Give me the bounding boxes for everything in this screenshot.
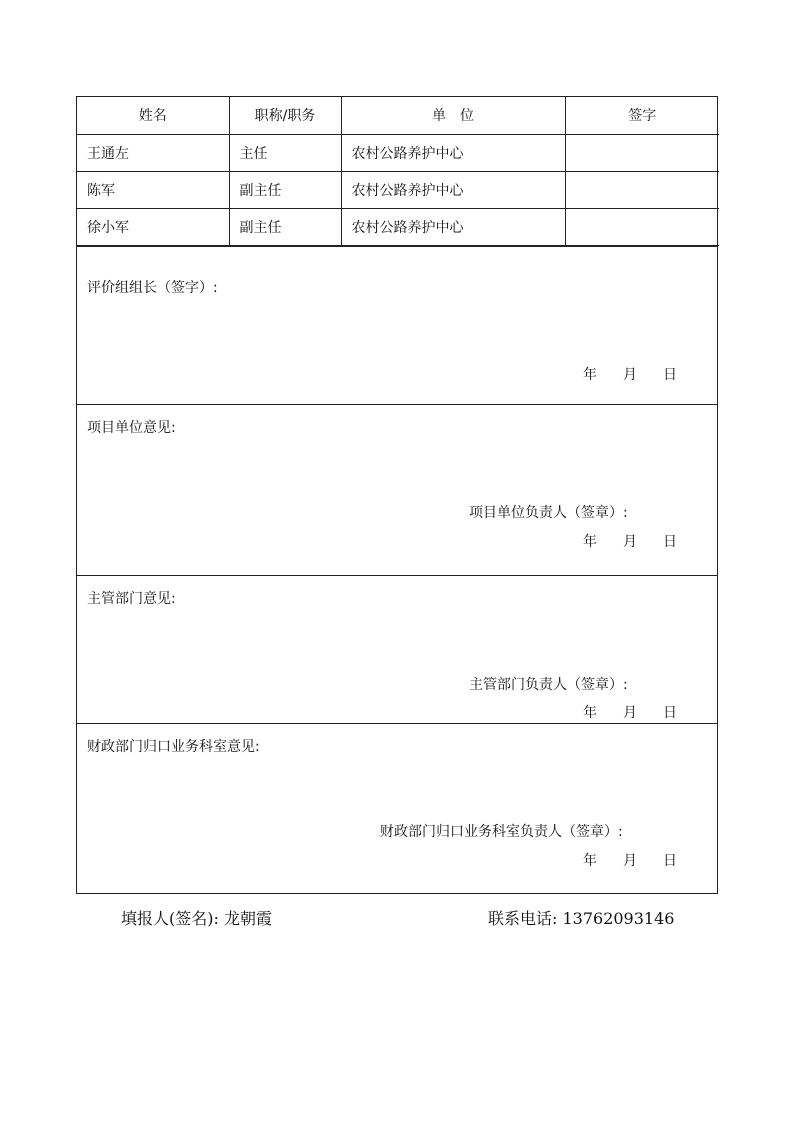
supervising-dept-opinion-section[interactable]	[77, 575, 717, 723]
cell-title: 副主任	[229, 208, 341, 245]
cell-unit: 农村公路养护中心	[341, 171, 565, 208]
date-month: 月	[623, 704, 637, 721]
cell-unit: 农村公路养护中心	[341, 134, 565, 171]
date-year: 年	[583, 533, 597, 550]
evaluators-table	[77, 97, 719, 246]
date-month: 月	[623, 852, 637, 869]
cell-signature[interactable]	[565, 171, 719, 208]
header-unit: 单 位	[341, 97, 565, 134]
contact-phone: 联系电话: 13762093146	[488, 909, 675, 928]
table-row	[77, 171, 719, 208]
finance-dept-opinion-section[interactable]	[77, 723, 717, 893]
leader-signature-section[interactable]	[77, 246, 717, 404]
date-year: 年	[583, 704, 597, 721]
date-year: 年	[583, 852, 597, 869]
leader-label: 评价组组长（签字）:	[87, 279, 218, 296]
date-year: 年	[583, 366, 597, 383]
filler-signature: 填报人(签名): 龙朝霞	[121, 909, 272, 928]
finance-date	[583, 850, 677, 870]
date-month: 月	[623, 366, 637, 383]
cell-name: 徐小军	[77, 208, 229, 245]
cell-signature[interactable]	[565, 208, 719, 245]
date-day: 日	[663, 852, 677, 869]
date-day: 日	[663, 533, 677, 550]
leader-date	[583, 364, 677, 384]
header-signature: 签字	[565, 97, 719, 134]
finance-signer-label: 财政部门归口业务科室负责人（签章）:	[380, 823, 623, 840]
project-opinion-label: 项目单位意见:	[87, 419, 176, 436]
cell-name: 陈军	[77, 171, 229, 208]
cell-title: 主任	[229, 134, 341, 171]
cell-signature[interactable]	[565, 134, 719, 171]
dept-date	[583, 702, 677, 722]
table-header-row	[77, 97, 719, 134]
cell-title: 副主任	[229, 171, 341, 208]
dept-opinion-label: 主管部门意见:	[87, 590, 176, 607]
finance-opinion-label: 财政部门归口业务科室意见:	[87, 738, 260, 755]
project-date	[583, 531, 677, 551]
header-name: 姓名	[77, 97, 229, 134]
project-unit-opinion-section[interactable]	[77, 404, 717, 575]
dept-signer-label: 主管部门负责人（签章）:	[469, 676, 628, 693]
date-month: 月	[623, 533, 637, 550]
date-day: 日	[663, 366, 677, 383]
cell-name: 王通左	[77, 134, 229, 171]
header-title: 职称/职务	[229, 97, 341, 134]
cell-unit: 农村公路养护中心	[341, 208, 565, 245]
date-day: 日	[663, 704, 677, 721]
project-signer-label: 项目单位负责人（签章）:	[469, 504, 628, 521]
table-row	[77, 208, 719, 245]
table-row	[77, 134, 719, 171]
evaluation-form	[76, 96, 718, 894]
